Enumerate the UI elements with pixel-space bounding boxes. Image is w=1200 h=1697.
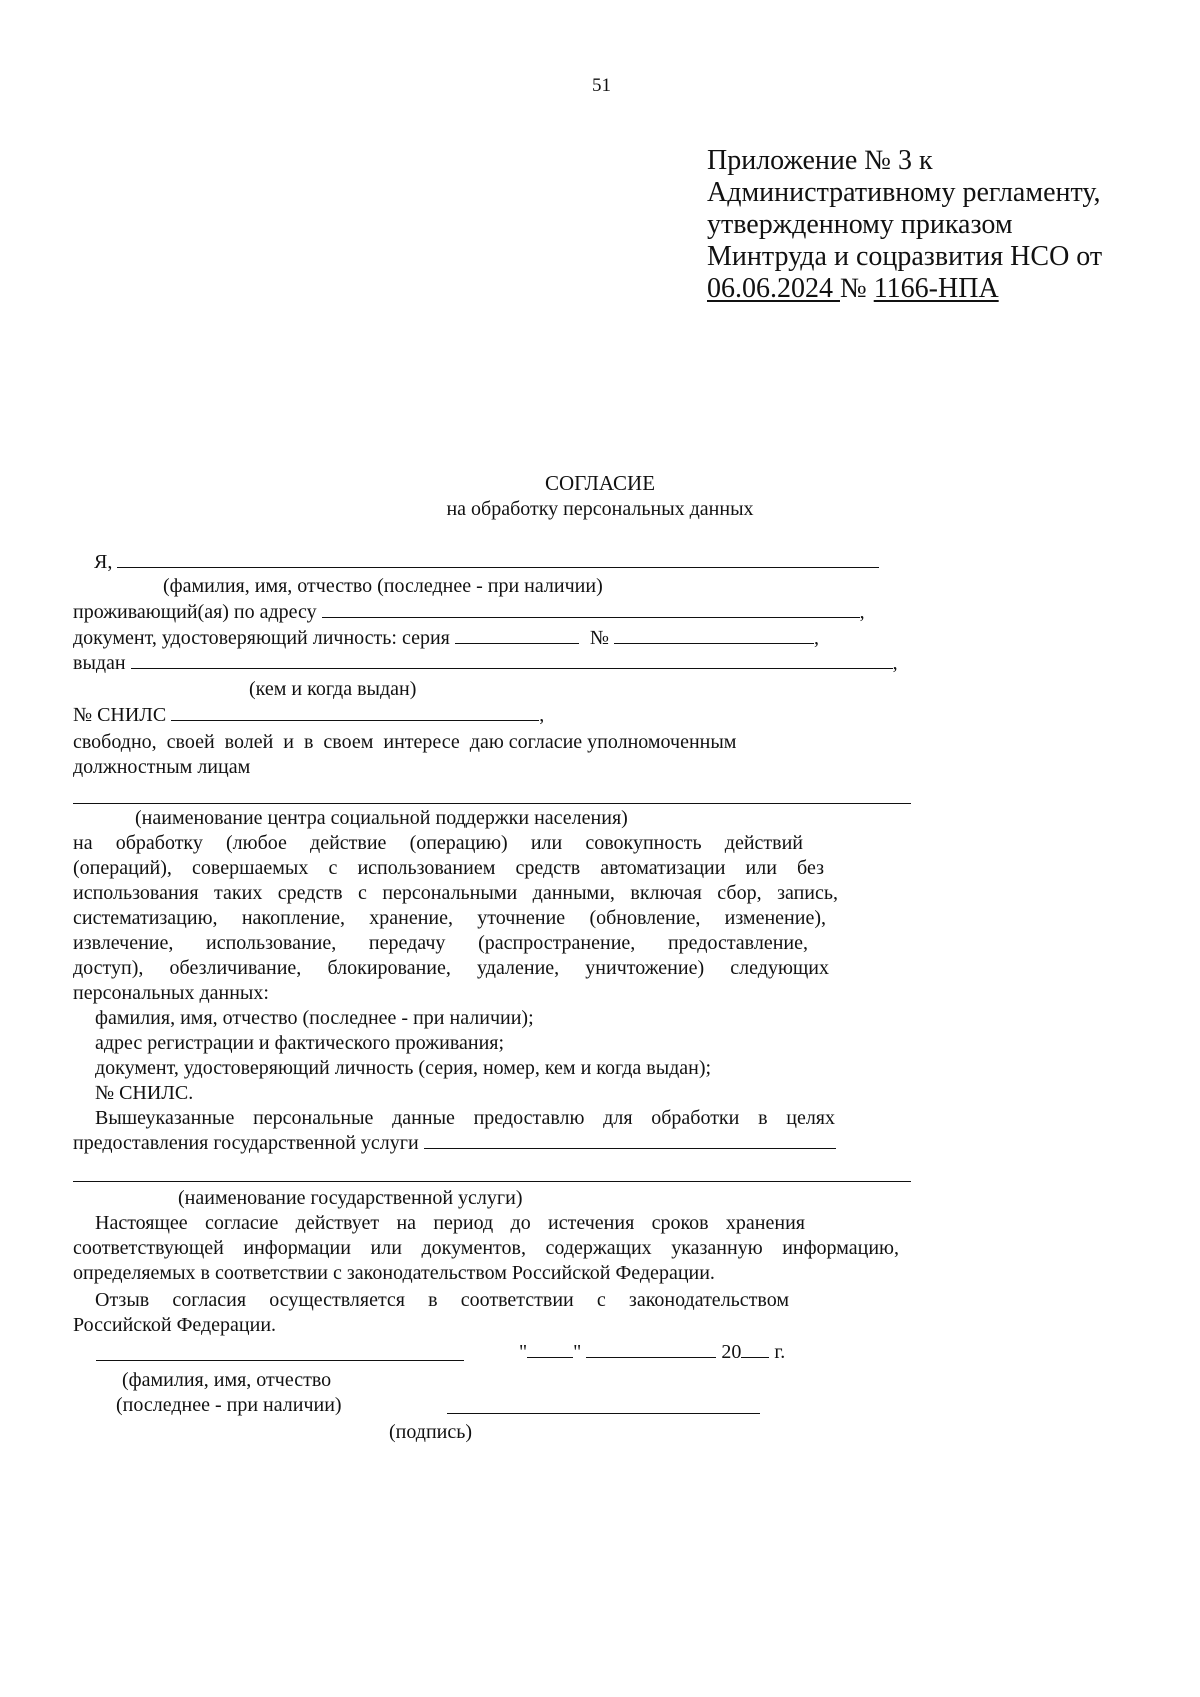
applicant-name-line	[94, 550, 879, 574]
year-prefix: 20	[721, 1341, 742, 1363]
center-name-blank	[73, 803, 911, 804]
validity-line-3: определяемых в соответствии с законодательством Российской Федерации.	[73, 1262, 715, 1284]
validity-line-2: соответствующей информации или документов, содержащих указанную информацию,	[73, 1237, 899, 1259]
signature-caption: (подпись)	[389, 1421, 473, 1443]
service-blank	[424, 1131, 836, 1149]
issued-line	[73, 651, 898, 675]
consent-line-2: должностным лицам	[73, 756, 251, 778]
day-blank	[527, 1340, 573, 1358]
purpose-label: предоставления государственной услуги	[73, 1132, 419, 1154]
processing-line-6: доступ), обезличивание, блокирование, удаление, уничтожение) следующих	[73, 957, 829, 979]
address-line	[73, 600, 865, 624]
ya-label: Я,	[94, 551, 113, 573]
processing-line-7: персональных данных:	[73, 982, 269, 1004]
revocation-line-2: Российской Федерации.	[73, 1314, 277, 1336]
issued-blank	[131, 651, 893, 669]
purpose-line-2	[73, 1131, 836, 1155]
snils-line	[73, 703, 544, 727]
snils-blank	[171, 703, 539, 721]
service-name-blank	[73, 1181, 911, 1182]
appendix-line-3: утвержденному приказом	[707, 209, 1013, 240]
data-item: фамилия, имя, отчество (последнее - при наличии);	[95, 1007, 534, 1029]
appendix-line-1: Приложение № 3 к	[707, 145, 933, 176]
data-item: № СНИЛС.	[95, 1082, 194, 1104]
month-blank	[586, 1340, 716, 1358]
appendix-line-2: Административному регламенту,	[707, 177, 1101, 208]
signature-blank	[447, 1413, 760, 1414]
address-label: проживающий(ая) по адресу	[73, 601, 317, 623]
appendix-order-line	[707, 273, 999, 305]
snils-label: № СНИЛС	[73, 704, 167, 726]
fio-signature-blank	[96, 1360, 464, 1361]
document-title: СОГЛАСИЕ	[544, 471, 656, 495]
issued-label: выдан	[73, 652, 126, 674]
consent-line-1: свободно, своей волей и в своем интересе даю согласие уполномоченным	[73, 731, 737, 753]
series-blank	[455, 626, 579, 644]
quote-open: "	[519, 1341, 528, 1363]
number-comma: ,	[813, 627, 819, 649]
issued-caption: (кем и когда выдан)	[249, 678, 417, 700]
appendix-line-4: Минтруда и соцразвития НСО от	[707, 241, 1103, 272]
id-document-line	[73, 626, 819, 650]
quote-close: "	[573, 1341, 582, 1363]
processing-line-5: извлечение, использование, передачу (распространение, предоставление,	[73, 932, 808, 954]
signer-fio-caption-2: (последнее - при наличии)	[116, 1394, 342, 1416]
number-label: №	[589, 627, 609, 649]
id-document-label: документ, удостоверяющий личность: серия	[73, 627, 450, 649]
fio-caption: (фамилия, имя, отчество (последнее - при наличии)	[163, 575, 603, 597]
order-number-sign: №	[840, 273, 867, 304]
address-blank	[322, 600, 860, 618]
processing-line-3: использования таких средств с персональными данными, включая сбор, запись,	[73, 882, 838, 904]
fio-blank	[117, 550, 879, 568]
service-caption: (наименование государственной услуги)	[178, 1187, 523, 1209]
issued-comma: ,	[892, 652, 898, 674]
snils-comma: ,	[539, 704, 545, 726]
data-item: адрес регистрации и фактического проживания;	[95, 1032, 505, 1054]
date-line	[519, 1340, 785, 1364]
validity-line-1: Настоящее согласие действует на период до истечения сроков хранения	[95, 1212, 805, 1234]
number-blank	[614, 626, 814, 644]
data-item: документ, удостоверяющий личность (серия, номер, кем и когда выдан);	[95, 1057, 712, 1079]
processing-line-1: на обработку (любое действие (операцию) или совокупность действий	[73, 832, 803, 854]
page-number: 51	[592, 75, 611, 96]
document-subtitle: на обработку персональных данных	[446, 498, 754, 520]
year-suffix: г.	[769, 1341, 786, 1363]
processing-line-4: систематизацию, накопление, хранение, уточнение (обновление, изменение),	[73, 907, 826, 929]
center-caption: (наименование центра социальной поддержки населения)	[135, 807, 628, 829]
processing-line-2: (операций), совершаемых с использованием средств автоматизации или без	[73, 857, 824, 879]
purpose-line-1: Вышеуказанные персональные данные предоставлю для обработки в целях	[95, 1107, 835, 1129]
year-blank	[741, 1340, 769, 1358]
revocation-line-1: Отзыв согласия осуществляется в соответствии с законодательством	[95, 1289, 789, 1311]
address-comma: ,	[859, 601, 865, 623]
order-number: 1166-НПА	[873, 273, 999, 304]
signer-fio-caption-1: (фамилия, имя, отчество	[122, 1369, 332, 1391]
order-date: 06.06.2024	[707, 273, 840, 304]
